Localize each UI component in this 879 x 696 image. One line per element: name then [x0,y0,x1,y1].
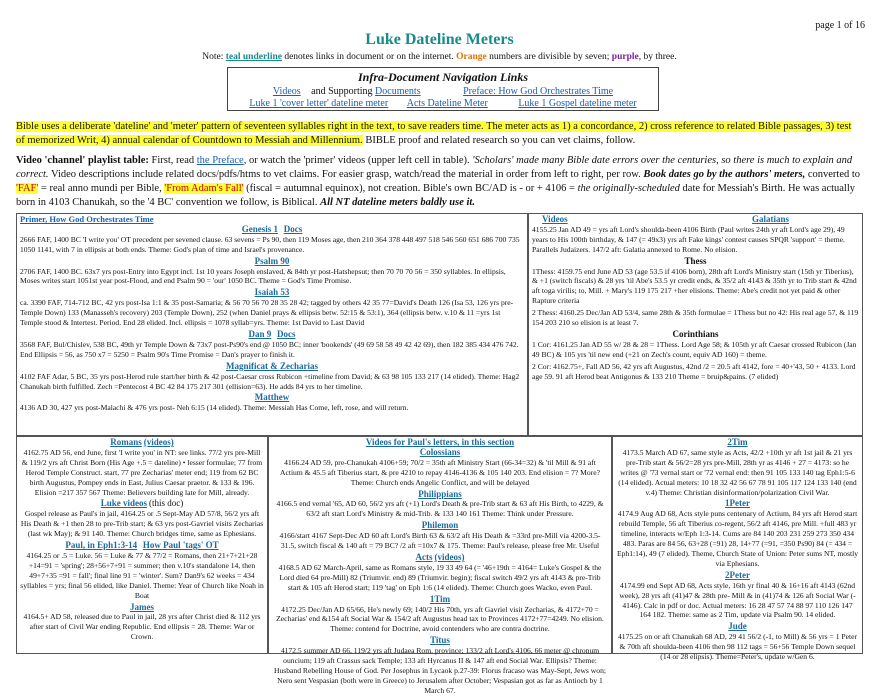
james-link[interactable]: James [130,601,154,612]
cor2-text: 2 Cor: 4162.75+, Fall AD 56, 42 yrs aft Augustus, 42nd /2 = 20.5 aft 4142, fore = 40+'43, 50 + 4133. Lord age 59. 91 aft Herod beat Antigonus & 133 210 Theme = bruip&pains. (7 elided) [532,361,856,381]
tim1-text: 4172.25 Dec/Jan AD 65/66, He's newly 69; 140/2 His 70th, yrs aft Gavriel visit Zecharias, & 4172+70 = Zecharias' end &154 aft Social War & 154/2 aft Augustus head tax to Provinces 4172+77=4249. No elision. Theme: contend for Doctrine, avoid contenders who are contra doctrine. [276,604,604,634]
note-orange: Orange [456,52,487,62]
psalm-text: 2706 FAF, 1400 BC. 63x7 yrs post-Entry into Egypt incl. 1st 10 years Joseph enslaved, & 84th yr post-Hatshepsut; then 70 70 70 56 = 350 syllables. In ellipsis, Moses writes start 1051st year post-Flood, and end Psalm 90 = 'our' 1050 BC. Theme = God's Time Promise. [20,266,506,286]
intro-banner [16,120,861,147]
eph-text: 4164.25 or .5 = Luke. 56 = Luke & 77 & 77/2 = Romans, then 21+7+21+28 +14=91 = 'spring'; 28+56+7+91 = summer; then v.10's standalone 14, then 49+7+35 =91 = fall'; final line 91 = 'winter'. Sum? Dan9's 62 weeks = 434 syllables = yrs; final 56 elided, like Daniel. Theme: Year of Church like Noah in Boat [20,550,264,600]
note-mid2: numbers are divisible by seven; [486,52,612,62]
nav-luke1-cover-link[interactable]: Luke 1 'cover letter' dateline meter [249,98,389,109]
genesis-text: 2666 FAF, 1400 BC 'I write you' OT precedent per sevened clause. 63 sevens = Ps 90, then 119 Moses age, then 210 364 378 448 497 518 546 560 651 686 700 735 1050 1141, with 7 in ellipsis at both ends. Theme: God's plan of time and Israel's provenance. [20,234,520,254]
tim2-link[interactable]: 2Tim [727,437,748,447]
philippians-link[interactable]: Philippians [418,488,462,499]
note-suffix: , by three. [638,52,677,62]
philemon-text: 4166/start 4167 Sept-Dec AD 60 aft Lord's Birth 63 & 63/2 aft His Death & =33rd pre-Mill via 4200-3.5-31.5, switch fiscal & 140 aft = 79 BC? /2 aft =10x7 & 175. Theme: Paul's release, please free Mr. Useful [279,531,601,551]
romans-cell [16,436,268,654]
intro-d: 'Scholars' made many Bible date errors over the centuries, so there is much to explain and correct. [16,155,853,180]
note-purple: purple [611,52,639,62]
jude-link[interactable]: Jude [728,621,747,632]
peter2-link[interactable]: 2Peter [725,569,750,580]
intro-c: , or watch the 'primer' videos (upper left cell in table). [243,155,473,166]
intro-e: Video descriptions include related docs/pdfs/htms to vet claims. For easier grasp, watch/read the material in order from left to right, per row. [48,169,644,180]
intro-k: date for Messiah's Birth. He was actually born in 4103 Chanukah, so the '4 BC' convention we follow, is Biblical. [16,183,856,208]
magnificat-text: 4102 FAF Adar, 5 BC, 35 yrs post-Herod rule start/her birth & 42 post-Caesar cross Rubicon +timeline from David; & 63 98 105 133 217 (14 elided). Theme: Hag2 Chanukah birth fulfilled. Zech =Pentecost 4 BC 42 84 175 217 301 (ellision=63). He adds 84 yrs to her timeline. [20,371,520,391]
legend-note [0,52,879,62]
matthew-text: 4136 AD 30, 427 yrs post-Malachi & 476 yrs post- Neh 6:15 (14 elided). Theme: Messiah Has Come, left, rose, and will return. [20,403,409,413]
nav-documents-link[interactable]: Documents [375,86,421,97]
intro-fafl: 'From Adam's Fall' [164,183,244,194]
philippians-text: 4166.5 end vernal '65, AD 60, 56/2 yrs aft (+1) Lord's Death & pre-Trib start & 63 aft His Birth, to 4229, & 63/2 aft start Lord's Ministry & mid-Trib. & 133 140 161 Theme: Think under Pressure. [276,499,604,519]
intro-i: (fiscal = autumnal equinox), not creation. Bible's own BC/AD is - or + 4106 = [243,183,578,194]
intro-preface-link[interactable]: the Preface [196,155,244,166]
tim2-text: 4173.5 March AD 67, same style as Acts, 42/2 +10th yr aft 1st jail & 21 yrs pre-Trib start & 56/2=28 yrs pre-Mill, 28th yr as 4146 + 27 = 4173: so he writes @ '73 vernal start or '72 vernal end: then 91 105 133 140 tag Eph1:5-6 (14 elided). Actual meters: 10 18 32 42 56 67 78 91 105 117 124 133 140 (end v.4) Theme: Christian disinformation/polarization Civil War. [618,447,857,497]
nav-luke1-gospel-link[interactable]: Luke 1 Gospel dateline meter [518,98,637,109]
romans-text: 4162.75 AD 56, end June, first 'I write you' in NT: see links. 77/2 yrs pre-Mill & 119/2 yrs aft Christ Born (His Age +.5 = dateline) • lesser formulae; 77 from Herod Temple Construct. start, 77 pre Zecharias' meter end; 119 from 62 BC birth Augustus, Pompey ends in East, Julius Caesar praetor. & 133 & 196. Elision =217 357 567 Theme: Believers building late for Mill, already. [21,447,263,497]
galatians-text: 4155.25 Jan AD 49 = yrs aft Lord's shoulda-been 4106 Birth (Paul writes 24th yr aft Lord's age 29), 49 years to His 100th birthday, & 147 (= 49x3) yrs aft Fake kings' contest causes SPQR 'support' = theme. Parallels Judaizers. 147/2 aft: Galatia annexed to Rome. No elision. [532,224,845,254]
intro-h: = real anno mundi per Bible, [38,183,165,194]
matthew-link[interactable]: Matthew [254,392,290,403]
luke-videos-link[interactable]: Luke videos [100,498,148,509]
nav-videos-link[interactable]: Videos [272,86,301,97]
magnificat-link[interactable]: Magnificat & Zecharias [226,360,318,371]
thess2-text: 2 Thess: 4160.25 Dec/Jan AD 53/4, same 28th & 35th formulae = 1Thess but no 42: His real age 57, & 119 154 203 210 so elision is at least 7. [532,308,859,328]
intro-f: Book dates go by the authors' meters, [643,169,806,180]
right-videos-link[interactable]: Videos [542,214,568,224]
titus-text: 4172.5 summer AD 66, 119/2 yrs aft Judaea Rom. province; 133/2 aft Lord's 4106, 66 meter @ chronum ouncium; 119 aft Crassus sack Temple; 133 aft Hyrcanus II & 147 aft end Social War. Ellipsis? Theme: Husband Rebelling House of God. Per Josephus in Lycaok p.27-39: Florus fracaso was May-Sept, Jews won; Nero sent Vespasian (both were in Greece) to Jerusalem after October; Vespasian got as far as Antioch by 1 March 67. [274,646,606,695]
james-text: 4164.5+ AD 58, released due to Paul in jail, 28 yrs after Christ died & 112 yrs after start of Civil War ending Republic. End ellipsis = 28. Theme: War or Crown. [23,612,261,642]
philemon-link[interactable]: Philemon [421,520,459,531]
luke-text: Gospel release as Paul's in jail, 4164.25 or .5 Sept-May AD 57/8, 56/2 yrs aft His Death & +1 then 28 to pre-Trib start; & 63 yrs post-Gavriel visits Zecharias (last wk May); & 91 140. Theme: Church bridges time, same as Ephesians. [20,509,264,539]
jude-text: 4175.25 on or aft Chanukah 68 AD, 29 41 56/2 (-1, to Mill) & 56 yrs = 1 Peter & 70th aft shoulda-been 4106 then 98 112 tags = 56+56 Temple Down sequel (14 or 28 elipsis). Theme=Peter's, update w/Gen 6. [617,632,858,662]
intro-paragraph [16,154,864,210]
page-number: page 1 of 16 [815,20,865,31]
nav-title: Infra-Document Navigation Links [357,70,528,84]
corinthians-heading: Corinthians [672,328,719,339]
nav-links-box [227,67,659,111]
romans-link[interactable]: Romans [110,437,142,447]
paul-tags-link[interactable]: How Paul 'tags' OT [142,540,219,551]
dan-docs-link[interactable]: Docs [276,328,296,339]
galatians-link[interactable]: Galatians [751,214,789,224]
titus-link[interactable]: Titus [430,635,450,646]
peter2-text: 4174.99 end Sept AD 68, Acts style, 16th yr final 40 & 16+16 aft 4143 (62nd week), 28 yrs aft (41)47 & 28th pre- Mill & in (41)74 & 126 aft Social War (- 4146). Calc in pdf or doc. Actual meters: 16 28 47 57 74 88 97 110 126 147 164 182. Theme: same as 2 Tim, update via Psalm 90. 14 elided. [619,580,856,620]
paul-letters-videos-link[interactable]: Videos for Paul's letters, in this section [365,437,515,447]
intro-b: First, read [148,155,197,166]
intro-j: the originally-scheduled [577,183,680,194]
note-mid: denotes links in document or on the internet. [281,52,457,62]
nav-acts-link[interactable]: Acts Dateline Meter [406,98,488,109]
intro-g: converted to [805,169,861,180]
primer-link[interactable]: Primer, How God Orchestrates Time [20,214,154,224]
note-teal: teal underline [225,52,282,62]
left-top-cell [16,213,528,436]
acts-videos-link[interactable]: (videos) [434,551,465,562]
cor1-text: 1 Cor: 4161.25 Jan AD 55 w/ 28 & 28 = 1Thess. Lord Age 58; & 105th yr aft Caesar crossed Rubicon (Jan 49 BC) & 105 yrs 'til new end (+21 on Zech's count, equiv AD 160) = theme. [532,339,857,359]
colossians-link[interactable]: Colossians [419,446,461,457]
peter1-link[interactable]: 1Peter [725,498,750,509]
romans-videos-link[interactable]: (videos) [143,437,174,447]
dan-text: 3568 FAF, Bul/Chislev, 538 BC, 49th yr Temple Down & 73x7 post-Ps90's end @ 1050 BC; inner 'bookends' (49 69 58 58 49 42 42 69), then 182 385 434 476 742. End Ellipsis = 56, as 750 x7 = 5250 = Psalm 90's Time Promise = Dan's prayer to finish it. [20,339,519,359]
page-title: Luke Dateline Meters [365,31,514,48]
thess-heading: Thess [684,255,707,266]
nav-and-supporting: and Supporting [311,86,373,97]
note-prefix: Note: [202,52,226,62]
genesis-link[interactable]: Genesis 1 [241,223,279,234]
middle-cell [268,436,612,695]
psalm-link[interactable]: Psalm 90 [254,255,290,266]
isaiah-text: ca. 3390 FAF, 714-712 BC, 42 yrs post-Isa 1:1 & 35 post-Samaria; & 56 70 56 70 28 35 28 42; tagged by others 42 35 77=David's Death 126 (Isa 53, 126 yrs pre-Temple Down) 133 (Manasseh's recovery) 203 (Temple Down), 252 (when Daniel prays & ellipsis betw. 52:15 & 53:1), 364 (ellipsis betw. v.10 & 11 =yrs 1st Temple stood & Intertest. Period. End 28 elided. Incl. ellipsis = 1078 syllab=yrs. Theme: 1st David to Last David [20,298,514,328]
dan-link[interactable]: Dan 9 [248,328,272,339]
genesis-docs-link[interactable]: Docs [283,223,303,234]
intro-l: All NT dateline meters baldly use it. [320,197,475,208]
luke-this-doc: (this doc) [148,498,184,509]
banner-tail: BIBLE proof and related research so you can vet claims, follow. [362,134,636,146]
banner-highlight: Bible uses a deliberate 'dateline' and 'meter' pattern of seventeen syllables right in the text, to save readers time. The meter acts as 1) a concordance, 2) cross reference to related Bible passages, 3) test of memorized Writ, 4) annual calendar of Countdown to Messiah and Millennium. [16,121,852,146]
thess1-text: 1Thess: 4159.75 end June AD 53 (age 53.5 if 4106 born), 28th aft Lord's Ministry start (15th yr Tiberius), & +1 (switch fiscals) & 28 yrs 'til Abe's 53.5 yr credit ends, & 35/2 aft 4143 & 35th yr to Trib start & 42nd aft toga virilis; to, Mill. + Mary's 119 175 217 +her elisions. Theme: Abe's credit not yet paid & other Rapture criteria [532,266,857,306]
tim1-link[interactable]: 1Tim [429,593,451,604]
colossians-text: 4166.24 AD 59, pre-Chanukah 4106+59; 70/2 = 35th aft Ministry Start (66-34=32) & 'til Mill & 91 aft Actium & 45.5 aft Tiberius start, & pre 4210 to repay 4146-4136 & 105 140 203. End elision = 7? More? Theme: Church ends Angelic Conflict, and will be delayed [279,457,601,487]
acts-text: 4168.5 AD 62 March-April, same as Romans style, 19 33 49 64 (= '46+19th = 4164= Luke's Gospel & the Lord died 64 pre-Mill) 82 (Triumvir. end) 89 (Triumvir. begin); fiscal switch 49/2 yrs aft 4143 & pre-Trib start & 105 aft Herod start; 119 'tag' on Eph 1:6 (14 elided). Theme: Church goes Wacko, even Paul. [278,562,602,592]
right-top-cell [528,213,863,436]
peter1-text: 4174.9 Aug AD 68, Acts style puns centenary of Actium, 84 yrs aft Herod start rebuild Temple, 56 aft Tiberius co-regent, 56/2 aft 4146, pre Mill. +full 483 yr timeline, interacts w/Eph 1:3-14. Cums are 84 140 203 231 259 273 350 434 483. Paras are 84 56, 63+28 (=91) 28, 14+77 (=91, =350 Ps90) 84 (= 434 = Eph1:14), 49 (7 elided). Theme, Church State of Union: Peter sums NT, mostly via Ephesians. [617,509,858,568]
right-bottom-cell [612,436,863,662]
paul-eph-link[interactable]: Paul, in Eph1:3-14 [65,540,138,551]
intro-playlist-label: Video 'channel' playlist table: [16,155,149,166]
intro-faf: 'FAF' [16,183,39,194]
nav-preface-link[interactable]: Preface: How God Orchestrates Time [463,86,614,97]
isaiah-link[interactable]: Isaiah 53 [254,287,290,298]
acts-link[interactable]: Acts [415,551,433,562]
